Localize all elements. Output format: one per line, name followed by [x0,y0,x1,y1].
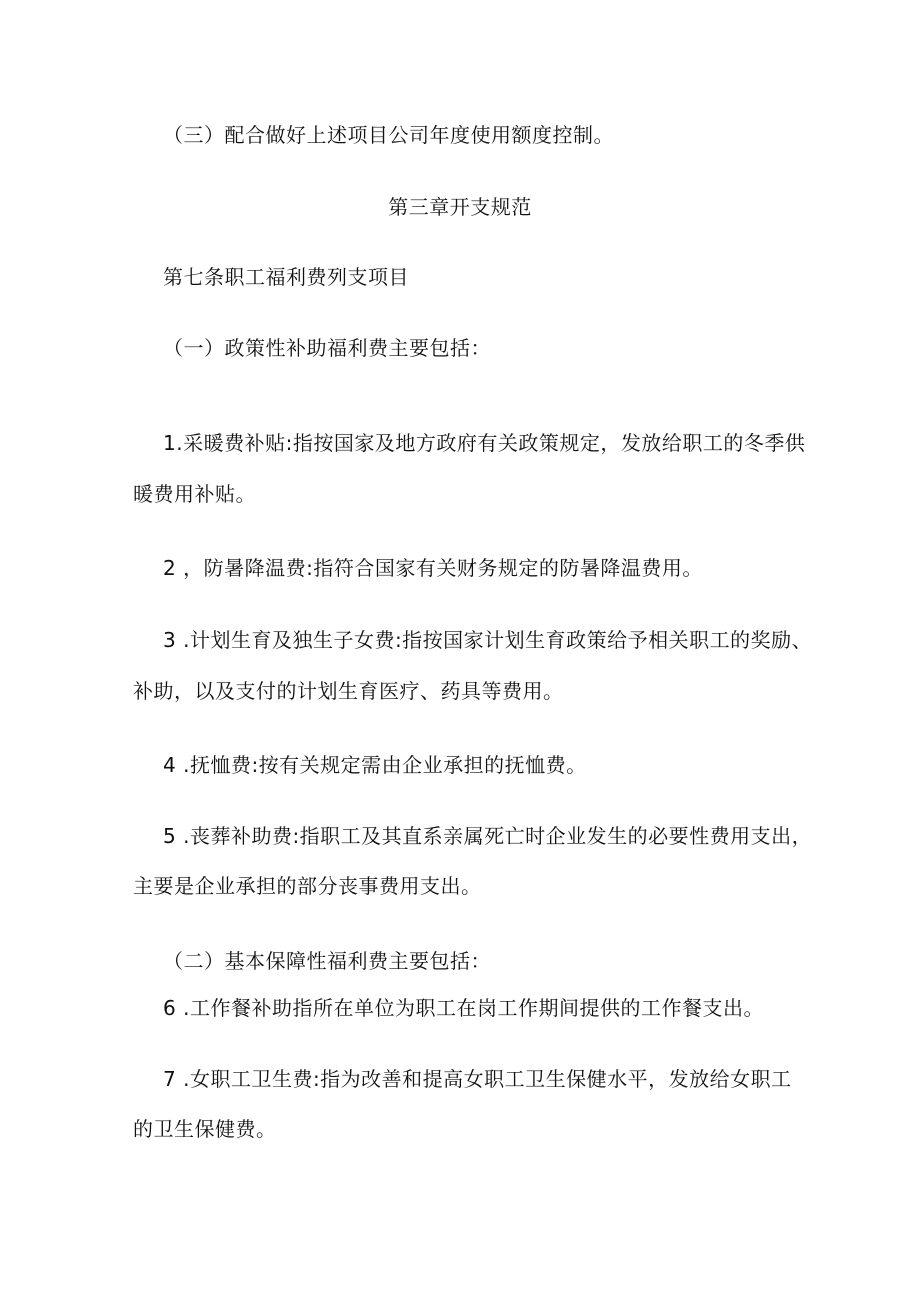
entry-4: 4 .抚恤费:按有关规定需由企业承担的抚恤费。 [163,753,587,777]
section-1-title: （一）政策性补助福利费主要包括： [163,336,491,360]
entry-3-line-1: 3 .计划生育及独生子女费:指按国家计划生育政策给予相关职工的奖励、 [163,628,813,652]
item-3-control-text: （三）配合做好上述项目公司年度使用额度控制。 [163,123,614,147]
entry-1-line-1: 1.采暖费补贴:指按国家及地方政府有关政策规定，发放给职工的冬季供 [163,431,806,455]
entry-6: 6 .工作餐补助指所在单位为职工在岗工作期间提供的工作餐支出。 [163,996,764,1020]
entry-7-line-2: 的卫生保健费。 [133,1117,277,1141]
entry-1-line-2: 暖费用补贴。 [133,482,256,506]
entry-5-line-2: 主要是企业承担的部分丧事费用支出。 [133,874,482,898]
chapter-title: 第三章开支规范 [388,195,532,219]
entry-3-line-2: 补助，以及支付的计划生育医疗、药具等费用。 [133,679,564,703]
entry-7-line-1: 7 .女职工卫生费:指为改善和提高女职工卫生保健水平，发放给女职工 [163,1067,792,1091]
article-7-title: 第七条职工福利费列支项目 [163,265,409,289]
entry-5-line-1: 5 .丧葬补助费:指职工及其直系亲属死亡时企业发生的必要性费用支出， [163,824,813,848]
entry-2: 2 ，防暑降温费:指符合国家有关财务规定的防暑降温费用。 [163,556,703,580]
section-2-title: （二）基本保障性福利费主要包括： [163,949,491,973]
